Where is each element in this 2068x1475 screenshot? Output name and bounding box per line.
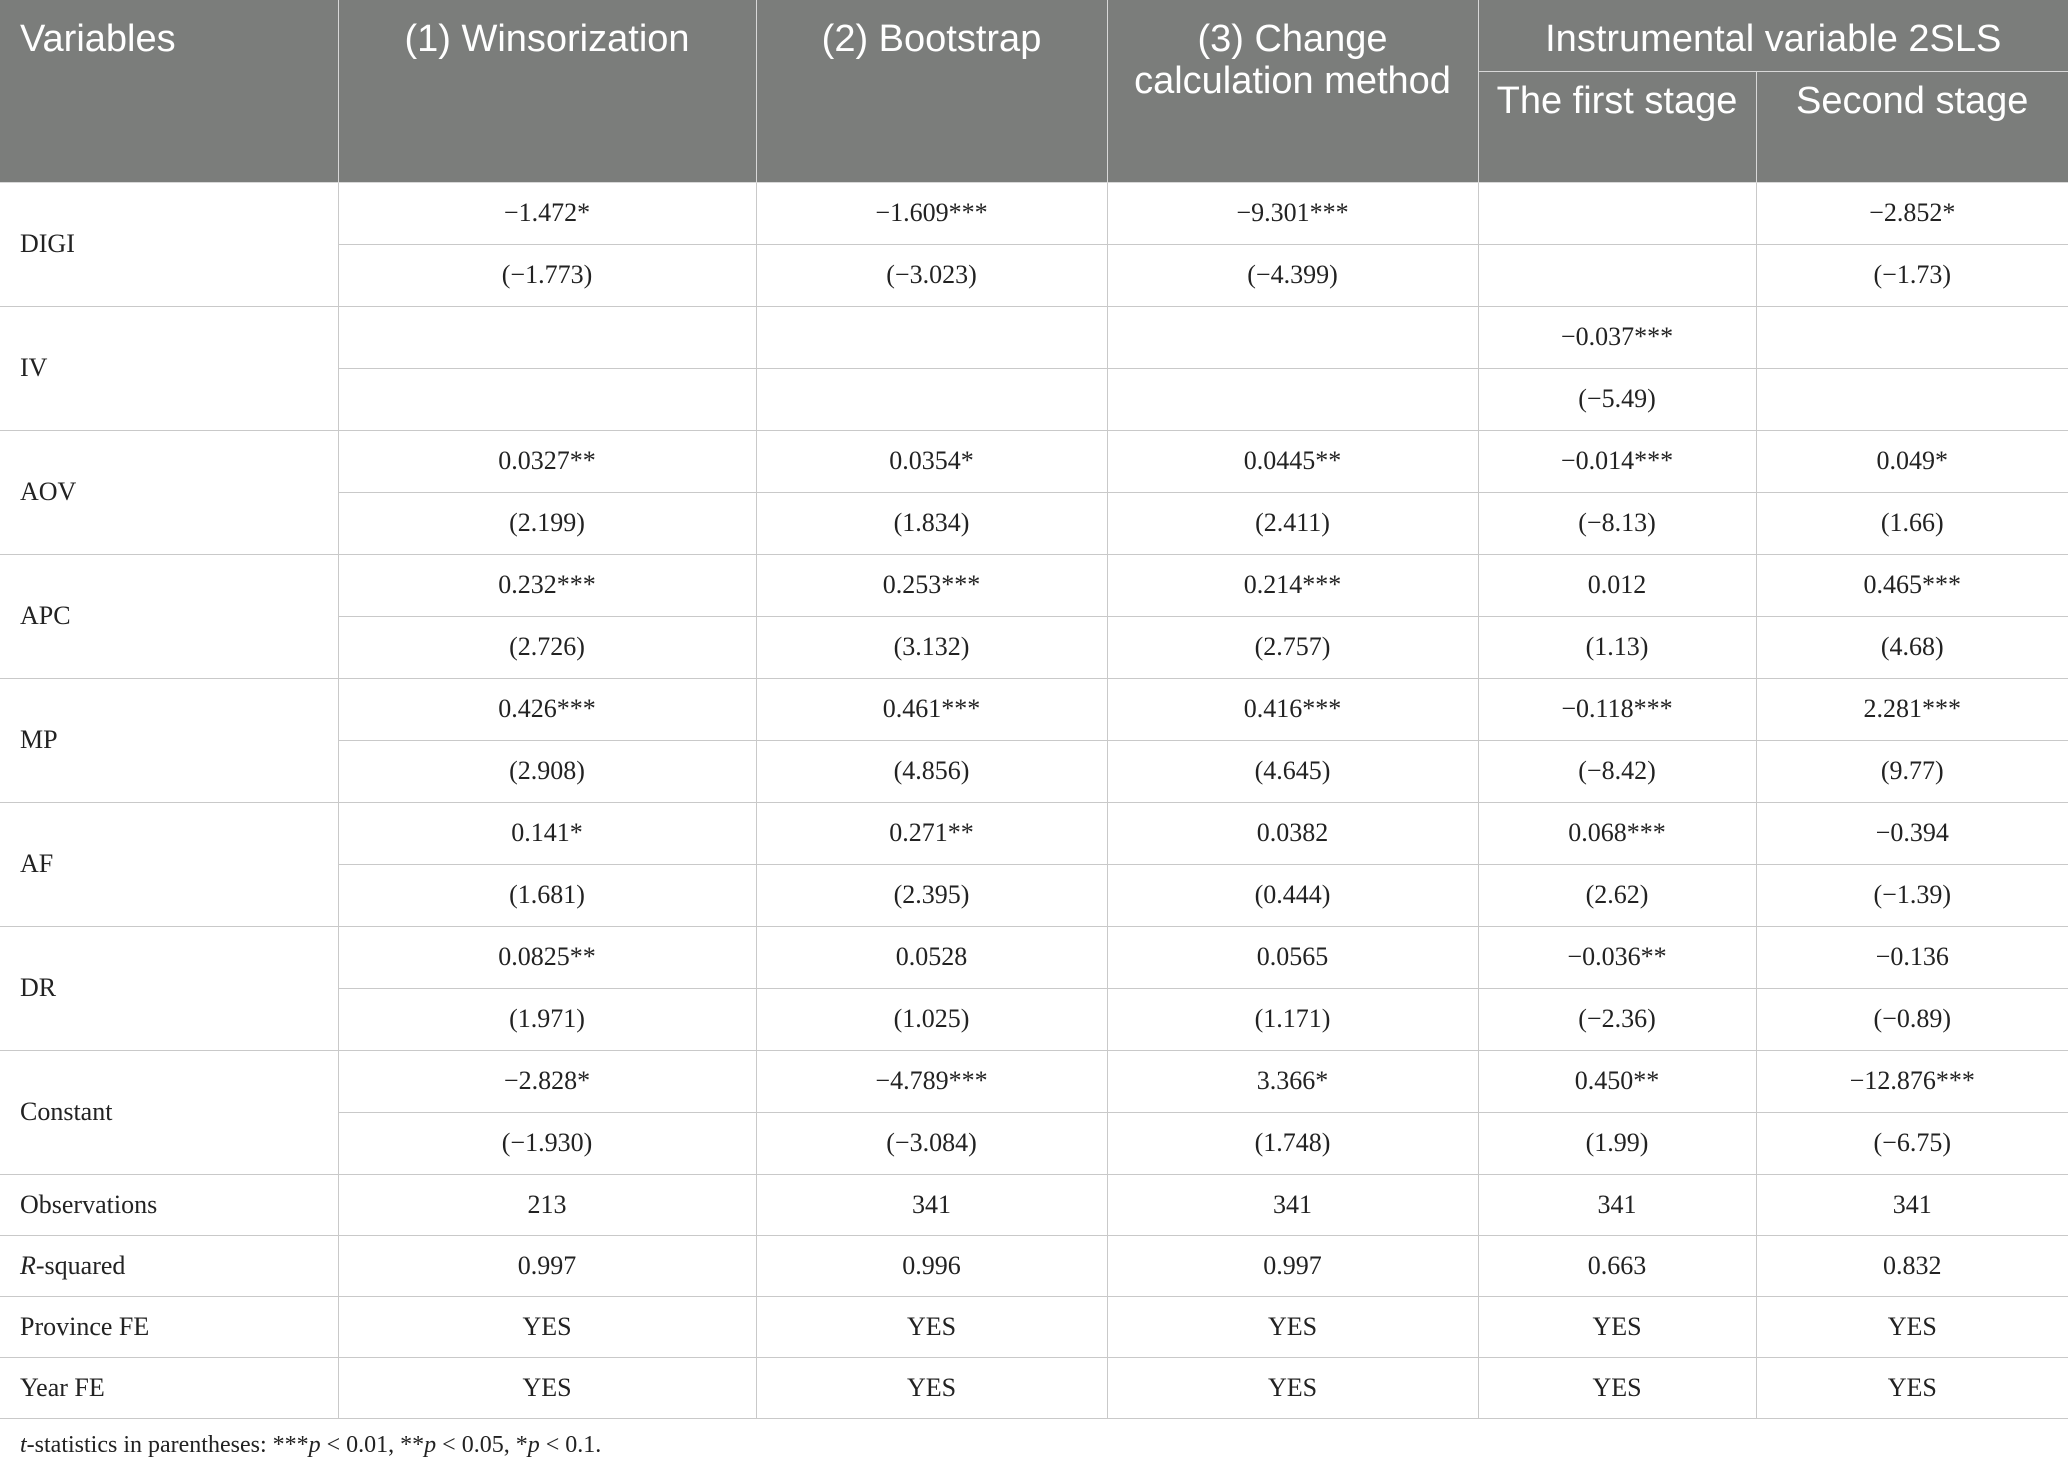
tstat-cell: (0.444) (1107, 864, 1478, 926)
tstat-cell: (4.645) (1107, 740, 1478, 802)
tstat-cell: (−0.89) (1756, 988, 2068, 1050)
tstat-cell: (−1.39) (1756, 864, 2068, 926)
tstat-cell: (3.132) (756, 616, 1107, 678)
table-footnote (20, 1432, 601, 1459)
coef-cell: −1.472* (338, 182, 756, 244)
coef-cell: 0.141* (338, 802, 756, 864)
tstat-cell: (1.971) (338, 988, 756, 1050)
tstat-cell: (−1.930) (338, 1112, 756, 1174)
tstat-cell: (2.757) (1107, 616, 1478, 678)
tstat-cell: (2.199) (338, 492, 756, 554)
coef-cell: 0.0327** (338, 430, 756, 492)
coef-cell: −1.609*** (756, 182, 1107, 244)
coef-cell: 0.271** (756, 802, 1107, 864)
coef-cell: 0.0565 (1107, 926, 1478, 988)
stat-cell: YES (338, 1296, 756, 1357)
table-row (0, 430, 2068, 492)
coef-cell: −2.852* (1756, 182, 2068, 244)
table-body (0, 182, 2068, 1418)
coef-cell (756, 306, 1107, 368)
header-winsorization: (1) Winsorization (338, 0, 756, 182)
tstat-cell: (1.99) (1478, 1112, 1756, 1174)
footnote-text-3: < 0.05, * (436, 1432, 528, 1458)
tstat-cell: (4.856) (756, 740, 1107, 802)
stat-cell: 341 (1107, 1174, 1478, 1235)
tstat-cell: (9.77) (1756, 740, 2068, 802)
stat-cell: 341 (1756, 1174, 2068, 1235)
stat-cell: 341 (1478, 1174, 1756, 1235)
coef-cell: −0.036** (1478, 926, 1756, 988)
stat-cell: YES (1107, 1357, 1478, 1418)
tstat-cell: (1.13) (1478, 616, 1756, 678)
coef-cell: 0.0825** (338, 926, 756, 988)
coef-cell: 0.0528 (756, 926, 1107, 988)
tstat-cell: (2.411) (1107, 492, 1478, 554)
row-label-italic: R (20, 1250, 36, 1280)
coef-cell: 0.0445** (1107, 430, 1478, 492)
stat-cell: YES (338, 1357, 756, 1418)
row-label: IV (0, 306, 338, 430)
stat-cell: YES (1756, 1357, 2068, 1418)
coef-cell: −9.301*** (1107, 182, 1478, 244)
tstat-cell: (2.726) (338, 616, 756, 678)
coef-cell (1107, 306, 1478, 368)
table-row (0, 182, 2068, 244)
footnote-text-4: < 0.1. (539, 1432, 602, 1458)
coef-cell: 0.214*** (1107, 554, 1478, 616)
coef-cell: 0.253*** (756, 554, 1107, 616)
coef-cell: 3.366* (1107, 1050, 1478, 1112)
coef-cell: 0.461*** (756, 678, 1107, 740)
coef-cell: 0.068*** (1478, 802, 1756, 864)
coef-cell: 0.0354* (756, 430, 1107, 492)
stat-cell: 0.997 (338, 1235, 756, 1296)
coef-cell: −0.014*** (1478, 430, 1756, 492)
coef-cell (1478, 182, 1756, 244)
stat-cell: 0.996 (756, 1235, 1107, 1296)
coef-cell: 0.450** (1478, 1050, 1756, 1112)
header-second-stage: Second stage (1756, 71, 2068, 182)
table-header (0, 0, 2068, 182)
table-row (0, 306, 2068, 368)
stat-cell: 0.997 (1107, 1235, 1478, 1296)
coef-cell: 0.426*** (338, 678, 756, 740)
header-first-stage: The first stage (1478, 71, 1756, 182)
tstat-cell: (2.908) (338, 740, 756, 802)
tstat-cell: (1.834) (756, 492, 1107, 554)
row-label (0, 1235, 338, 1296)
tstat-cell: (1.66) (1756, 492, 2068, 554)
row-label: MP (0, 678, 338, 802)
row-label: AF (0, 802, 338, 926)
tstat-cell: (4.68) (1756, 616, 2068, 678)
header-variables: Variables (0, 0, 338, 182)
tstat-cell: (−3.023) (756, 244, 1107, 306)
coef-cell: 0.232*** (338, 554, 756, 616)
coef-cell: −4.789*** (756, 1050, 1107, 1112)
table-row (0, 1357, 2068, 1418)
coef-cell: 0.0382 (1107, 802, 1478, 864)
header-bootstrap: (2) Bootstrap (756, 0, 1107, 182)
tstat-cell: (−5.49) (1478, 368, 1756, 430)
coef-cell: −12.876*** (1756, 1050, 2068, 1112)
coef-cell (338, 306, 756, 368)
tstat-cell: (1.025) (756, 988, 1107, 1050)
coef-cell (1756, 306, 2068, 368)
tstat-cell: (−2.36) (1478, 988, 1756, 1050)
tstat-cell: (−1.773) (338, 244, 756, 306)
coef-cell: −2.828* (338, 1050, 756, 1112)
tstat-cell: (−8.42) (1478, 740, 1756, 802)
stat-cell: YES (1478, 1357, 1756, 1418)
stat-cell: 341 (756, 1174, 1107, 1235)
stat-cell: YES (1756, 1296, 2068, 1357)
tstat-cell: (1.681) (338, 864, 756, 926)
tstat-cell (1756, 368, 2068, 430)
row-label: AOV (0, 430, 338, 554)
header-change-calculation: (3) Change calculation method (1107, 0, 1478, 182)
tstat-cell (756, 368, 1107, 430)
stat-cell: YES (1478, 1296, 1756, 1357)
stat-cell: YES (1107, 1296, 1478, 1357)
row-label: Observations (0, 1174, 338, 1235)
row-label: Year FE (0, 1357, 338, 1418)
stat-cell: YES (756, 1296, 1107, 1357)
tstat-cell: (1.748) (1107, 1112, 1478, 1174)
row-label: DIGI (0, 182, 338, 306)
table-row (0, 678, 2068, 740)
footnote-p3: p (527, 1432, 540, 1458)
table-row (0, 802, 2068, 864)
footnote-text-1: -statistics in parentheses: *** (26, 1432, 309, 1458)
row-label-rest: -squared (35, 1250, 126, 1280)
table-row (0, 1235, 2068, 1296)
tstat-cell (1478, 244, 1756, 306)
coef-cell: −0.394 (1756, 802, 2068, 864)
tstat-cell: (1.171) (1107, 988, 1478, 1050)
table-row (0, 926, 2068, 988)
tstat-cell (338, 368, 756, 430)
footnote-text-2: < 0.01, ** (320, 1432, 425, 1458)
coef-cell: 0.465*** (1756, 554, 2068, 616)
table-row (0, 1050, 2068, 1112)
footnote-t: t (20, 1432, 27, 1458)
row-label: Constant (0, 1050, 338, 1174)
row-label: APC (0, 554, 338, 678)
tstat-cell: (2.395) (756, 864, 1107, 926)
tstat-cell: (−1.73) (1756, 244, 2068, 306)
row-label: DR (0, 926, 338, 1050)
tstat-cell: (−6.75) (1756, 1112, 2068, 1174)
coef-cell: 2.281*** (1756, 678, 2068, 740)
coef-cell: 0.049* (1756, 430, 2068, 492)
stat-cell: 0.663 (1478, 1235, 1756, 1296)
row-label: Province FE (0, 1296, 338, 1357)
stat-cell: YES (756, 1357, 1107, 1418)
coef-cell: −0.037*** (1478, 306, 1756, 368)
stat-cell: 213 (338, 1174, 756, 1235)
table-row (0, 554, 2068, 616)
tstat-cell: (−8.13) (1478, 492, 1756, 554)
stat-cell: 0.832 (1756, 1235, 2068, 1296)
coef-cell: −0.118*** (1478, 678, 1756, 740)
table-row (0, 1174, 2068, 1235)
coef-cell: 0.416*** (1107, 678, 1478, 740)
table-row (0, 1296, 2068, 1357)
tstat-cell: (2.62) (1478, 864, 1756, 926)
tstat-cell: (−3.084) (756, 1112, 1107, 1174)
tstat-cell (1107, 368, 1478, 430)
footnote-p1: p (308, 1432, 321, 1458)
coef-cell: −0.136 (1756, 926, 2068, 988)
tstat-cell: (−4.399) (1107, 244, 1478, 306)
header-iv-2sls: Instrumental variable 2SLS (1478, 0, 2068, 71)
footnote-p2: p (424, 1432, 437, 1458)
coef-cell: 0.012 (1478, 554, 1756, 616)
